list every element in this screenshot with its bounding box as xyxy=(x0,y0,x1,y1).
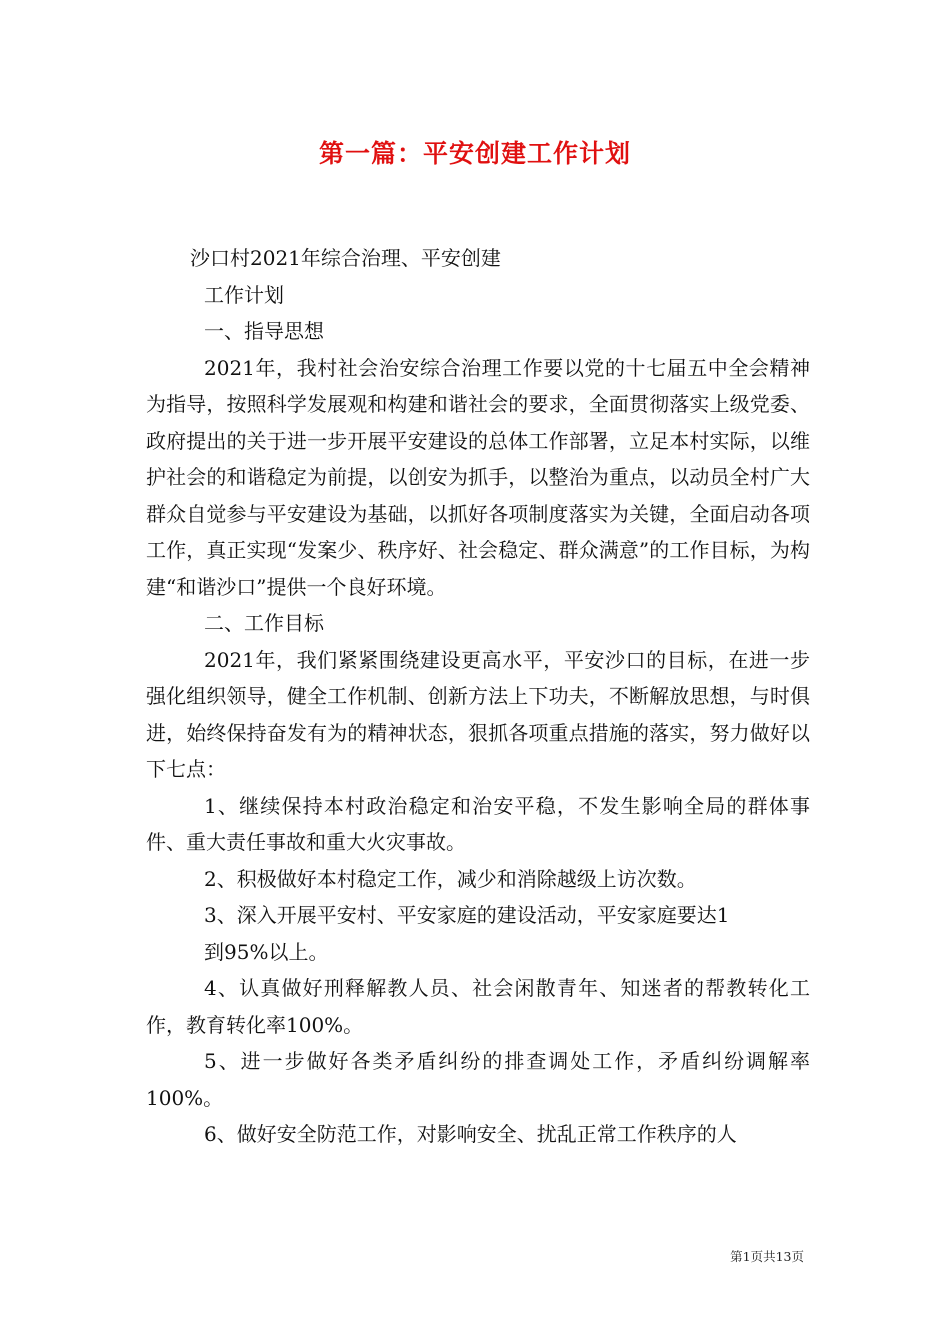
goal-item-5: 5、进一步做好各类矛盾纠纷的排查调处工作，矛盾纠纷调解率100%。 xyxy=(146,1049,810,1110)
document-title: 第一篇：平安创建工作计划 xyxy=(318,139,631,168)
section-1-paragraph: 2021年，我村社会治安综合治理工作要以党的十七届五中全会精神为指导，按照科学发展观和构建和谐社会的要求，全面贯彻落实上级党委、政府提出的关于进一步开展平安建设的总体工作部署，立足本村实际，以维护社会的和谐稳定为前提，以创安为抓手，以整治为重点，以动员全村广大群众自觉参与平安建设为基础，以抓好各项制度落实为关键，全面启动各项工作，真正实现“发案少、秩序好、社会稳定、群众满意”的工作目标，为构建“和谐沙口”提供一个良好环境。 xyxy=(146,355,810,599)
goal-item-6: 6、做好安全防范工作，对影响安全、扰乱正常工作秩序的人 xyxy=(204,1122,737,1146)
heading-line-1: 沙口村2021年综合治理、平安创建 xyxy=(190,246,501,270)
goal-item-3-line-2: 到95%以上。 xyxy=(204,939,329,964)
goal-item-2: 2、积极做好本村稳定工作，减少和消除越级上访次数。 xyxy=(204,866,697,891)
heading-line-2: 工作计划 xyxy=(204,282,284,307)
document-body xyxy=(146,240,810,1153)
goal-item-4: 4、认真做好刑释解教人员、社会闲散青年、知迷者的帮教转化工作，教育转化率100%。 xyxy=(146,976,810,1037)
section-2-title: 二、工作目标 xyxy=(204,611,324,635)
goal-item-1: 1、继续保持本村政治稳定和治安平稳，不发生影响全局的群体事件、重大责任事故和重大火灾事故。 xyxy=(146,793,810,854)
page-footer: 第1页共13页 xyxy=(730,1249,804,1264)
section-1-title: 一、指导思想 xyxy=(204,319,324,343)
goal-item-3-line-1: 3、深入开展平安村、平安家庭的建设活动，平安家庭要达1 xyxy=(204,903,730,927)
section-2-paragraph: 2021年，我们紧紧围绕建设更高水平，平安沙口的目标，在进一步强化组织领导，健全工作机制、创新方法上下功夫，不断解放思想，与时俱进，始终保持奋发有为的精神状态，狠抓各项重点措施的落实，努力做好以下七点： xyxy=(146,647,810,781)
